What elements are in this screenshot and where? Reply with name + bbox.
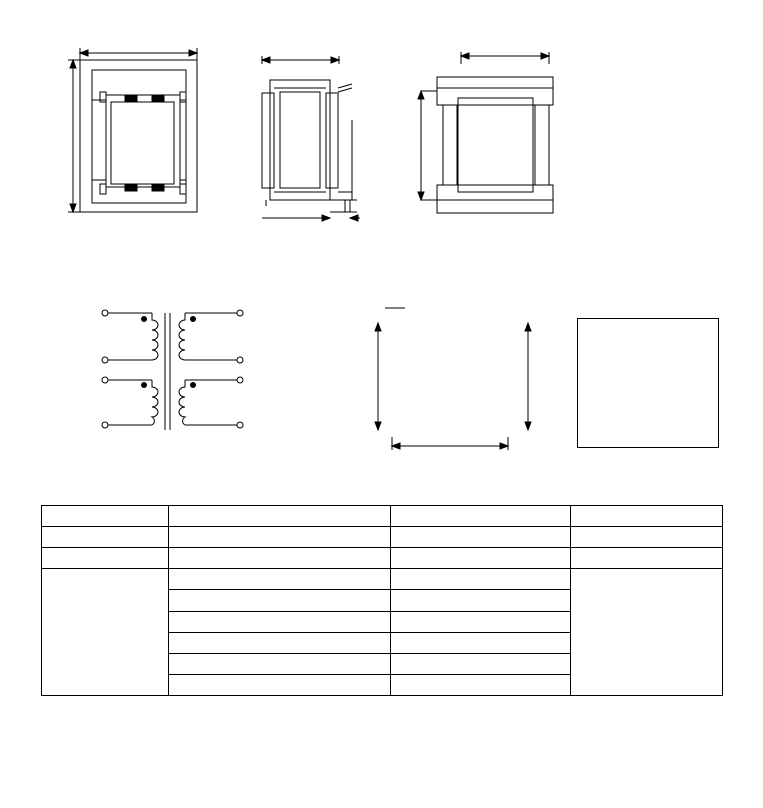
cell-condition [571, 569, 723, 696]
cell-spec [391, 590, 571, 611]
table-row [42, 527, 723, 548]
header-condition [571, 506, 723, 527]
cell-pin [169, 569, 391, 590]
rohs-badge [577, 318, 719, 448]
header-item [42, 506, 169, 527]
cell-item [42, 548, 169, 569]
cell-spec [391, 674, 571, 695]
table-row [42, 548, 723, 569]
cell-pin [169, 611, 391, 632]
cell-item [42, 527, 169, 548]
cell-spec [391, 569, 571, 590]
cell-condition [571, 548, 723, 569]
table-row [42, 569, 723, 590]
cell-spec [391, 653, 571, 674]
cell-pin [169, 527, 391, 548]
cell-pin [169, 632, 391, 653]
cell-spec [391, 548, 571, 569]
cell-pin [169, 548, 391, 569]
cell-pin [169, 653, 391, 674]
cell-spec [391, 611, 571, 632]
cell-spec [391, 527, 571, 548]
cell-condition [571, 527, 723, 548]
cell-pin [169, 590, 391, 611]
cell-pin [169, 674, 391, 695]
header-specification [391, 506, 571, 527]
cell-spec [391, 632, 571, 653]
table-header-row [42, 506, 723, 527]
cell-item [42, 569, 169, 696]
header-pin [169, 506, 391, 527]
electrical-table [41, 505, 723, 696]
